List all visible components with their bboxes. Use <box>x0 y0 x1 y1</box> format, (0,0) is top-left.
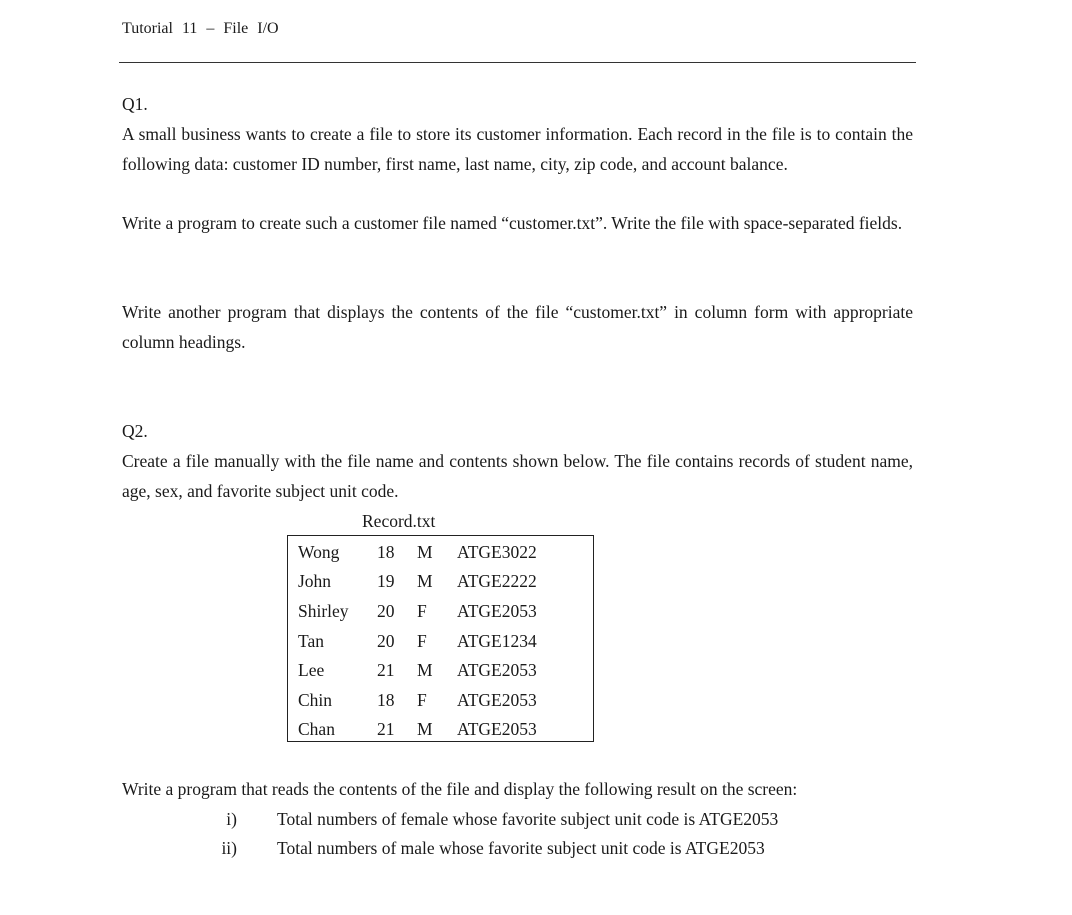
q1-paragraph-3: Write another program that displays the contents of the file “customer.txt” in column form with appropriate column headings. <box>122 302 913 352</box>
list-item-text: Total numbers of male whose favorite subject unit code is ATGE2053 <box>277 838 765 858</box>
record-age: 21 <box>377 719 395 739</box>
q1-paragraph-1: A small business wants to create a file to store its customer information. Each record in the file is to contain the following data: customer ID number, first name, last name, city, zip code, and account balance. <box>122 124 913 174</box>
header-divider <box>119 62 916 63</box>
q2-paragraph-1: Create a file manually with the file name and contents shown below. The file contains records of student name, age, sex, and favorite subject unit code. <box>122 451 913 501</box>
q2-paragraph-2: Write a program that reads the contents of the file and display the following result on the screen: <box>122 779 798 799</box>
record-age: 18 <box>377 542 395 562</box>
record-row <box>288 626 593 656</box>
record-row <box>288 596 593 626</box>
record-age: 18 <box>377 690 395 710</box>
record-sex: F <box>417 631 427 651</box>
record-name: John <box>298 571 332 591</box>
list-item-text: Total numbers of female whose favorite subject unit code is ATGE2053 <box>277 809 779 829</box>
record-code: ATGE2053 <box>457 601 537 621</box>
record-age: 20 <box>377 631 395 651</box>
q1-label: Q1. <box>122 94 148 114</box>
page-header-title: Tutorial 11 – File I/O <box>122 20 279 37</box>
record-name: Chin <box>298 690 333 710</box>
list-item-number: i) <box>226 809 237 829</box>
record-age: 21 <box>377 660 395 680</box>
record-code: ATGE2053 <box>457 690 537 710</box>
record-code: ATGE2222 <box>457 571 537 591</box>
record-sex: M <box>417 719 433 739</box>
record-age: 20 <box>377 601 395 621</box>
record-code: ATGE1234 <box>457 631 537 651</box>
record-row <box>288 537 593 567</box>
record-file-caption: Record.txt <box>362 511 436 531</box>
record-name: Tan <box>298 631 324 651</box>
record-row <box>288 655 593 685</box>
record-code: ATGE3022 <box>457 542 537 562</box>
record-sex: M <box>417 542 433 562</box>
record-name: Wong <box>298 542 340 562</box>
record-code: ATGE2053 <box>457 660 537 680</box>
record-code: ATGE2053 <box>457 719 537 739</box>
q2-label: Q2. <box>122 421 148 441</box>
record-name: Chan <box>298 719 335 739</box>
record-name: Lee <box>298 660 325 680</box>
record-age: 19 <box>377 571 395 591</box>
record-row <box>288 685 593 715</box>
list-item-number: ii) <box>221 838 237 858</box>
record-sex: F <box>417 690 427 710</box>
record-row <box>288 566 593 596</box>
record-name: Shirley <box>298 601 349 621</box>
record-sex: M <box>417 571 433 591</box>
q1-paragraph-2: Write a program to create such a customer file named “customer.txt”. Write the file with space-separated fields. <box>122 213 903 233</box>
record-sex: M <box>417 660 433 680</box>
record-row <box>288 714 593 744</box>
record-sex: F <box>417 601 427 621</box>
record-table <box>287 535 594 742</box>
